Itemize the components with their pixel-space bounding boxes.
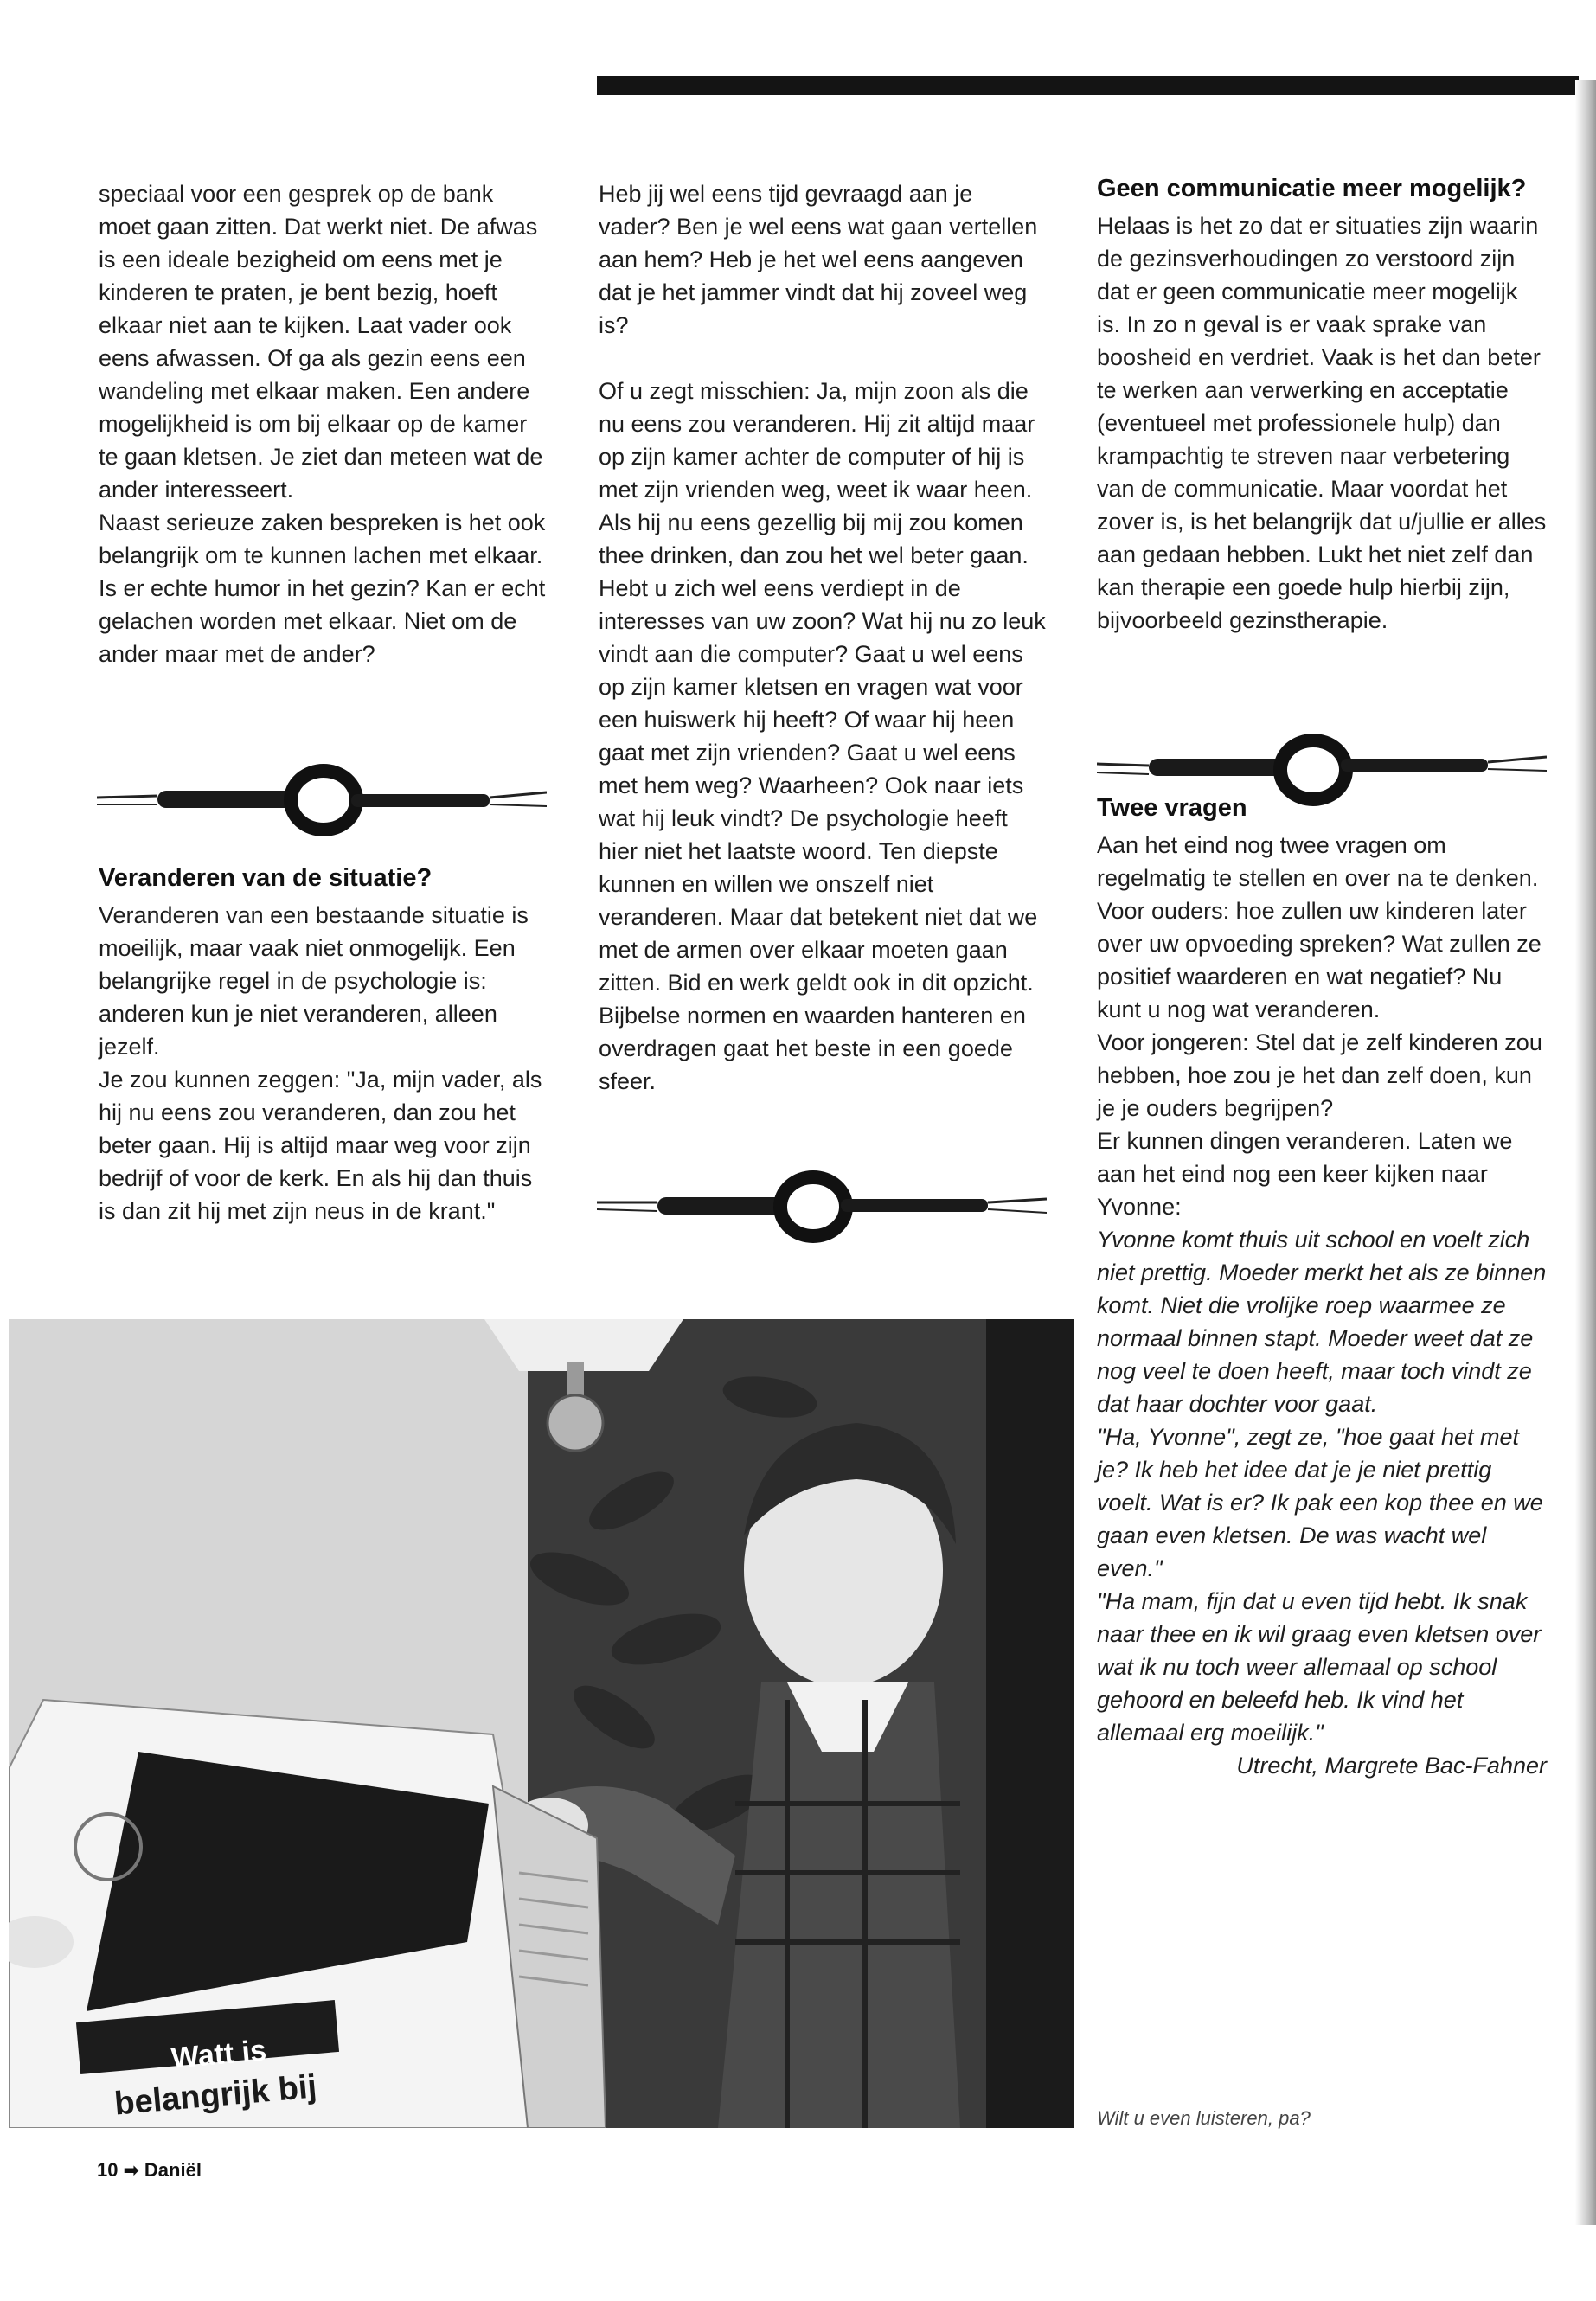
paragraph: Je zou kunnen zeggen: "Ja, mijn vader, als hij nu eens zou veranderen, dan zou het beter gaan. Hij is altijd maar weg voor zijn bedrijf of voor de kerk. En als hij dan thuis is dan zit hij met zijn neus in de krant." (99, 1067, 542, 1224)
section-heading: Geen communicatie meer mogelijk? (1097, 175, 1527, 202)
paragraph: Aan het eind nog twee vragen om regelmatig te stellen en over na te denken. (1097, 832, 1539, 891)
newspaper-headline: Watt is belangrijk bij (112, 2034, 318, 2123)
paragraph: Helaas is het zo dat er situaties zijn waarin de gezinsverhoudingen zo verstoord zijn dat er geen communicatie meer mogelijk is. In zo n geval is er vaak sprake van boosheid en verdriet. Vaak is het dan beter te werken aan verwerking en acceptatie (eventueel met professionele hulp) dan krampachtig te streven naar verbetering van de communicatie. Maar voordat het zover is, is het belangrijk dat u/jullie er alles aan gedaan hebben. Lukt het niet zelf dan kan therapie een goede hulp hierbij zijn, bijvoorbeeld gezinstherapie. (1097, 213, 1547, 633)
column-2 (599, 177, 1048, 1098)
paragraph: speciaal voor een gesprek op de bank moet gaan zitten. Dat werkt niet. De afwas is een ideale bezigheid om eens met je kinderen te praten, je bent bezig, hoeft elkaar niet aan te kijken. Laat vader ook eens afwassen. Of ga als gezin eens een wandeling met elkaar maken. Een andere mogelijkheid is om bij elkaar op de kamer te gaan kletsen. Je ziet dan meteen wat de ander interesseert. (99, 181, 543, 503)
section-heading: Twee vragen (1097, 794, 1247, 822)
paragraph: Voor jongeren: Stel dat je zelf kinderen zou hebben, hoe zou je het dan zelf doen, kun je je ouders begrijpen? (1097, 1029, 1542, 1121)
paragraph: Heb jij wel eens tijd gevraagd aan je vader? Ben je wel eens wat gaan vertellen aan hem? Heb je het wel eens aangeven dat je het jammer vindt dat hij zoveel weg is? (599, 181, 1038, 338)
knot-divider-icon (1097, 731, 1547, 809)
paragraph: Voor ouders: hoe zullen uw kinderen later over uw opvoeding spreken? Wat zullen ze positief waarderen en wat negatief? Nu kunt u nog wat veranderen. (1097, 898, 1542, 1022)
arrow-right-icon: ➡ (123, 2159, 139, 2181)
story-paragraph: "Ha, Yvonne", zegt ze, "hoe gaat het met je? Ik heb het idee dat je je niet prettig voelt. Wat is er? Ik pak een kop thee en we gaan even kletsen. De was wacht wel even." (1097, 1424, 1543, 1581)
column-3 (1097, 173, 1547, 1782)
knot-divider-icon (597, 1168, 1047, 1246)
paragraph: Of u zegt misschien: Ja, mijn zoon als die nu eens zou veranderen. Hij zit altijd maar op zijn kamer achter de computer of hij is met zijn vrienden weg, weet ik waar heen. Als hij nu eens gezellig bij mij zou komen thee drinken, dan zou het wel beter gaan. (599, 378, 1035, 568)
author-signature: Utrecht, Margrete Bac-Fahner (1236, 1753, 1547, 1779)
paragraph: Hebt u zich wel eens verdiept in de interesses van uw zoon? Wat hij nu zo leuk vindt aan die computer? Gaat u wel eens op zijn kamer kletsen en vragen wat voor een huiswerk hij heeft? Of waar hij heen gaat met zijn vrienden? Gaat u wel eens met hem weg? Waarheen? Ook naar iets wat hij leuk vindt? De psychologie heeft hier niet het laatste woord. Ten diepste kunnen en willen we onszelf niet veranderen. Maar dat betekent niet dat we met de armen over elkaar moeten gaan zitten. Bid en werk geldt ook in dit opzicht. Bijbelse normen en waarden hanteren en overdragen gaat het beste in een goede sfeer. (599, 575, 1046, 1094)
paragraph: Veranderen van een bestaande situatie is moeilijk, maar vaak niet onmogelijk. Een belangrijke regel in de psychologie is: anderen kun je niet veranderen, alleen jezelf. (99, 902, 529, 1060)
story-paragraph: Yvonne komt thuis uit school en voelt zich niet prettig. Moeder merkt het als ze binnen komt. Niet die vrolijke roep waarmee ze normaal binnen stapt. Moeder weet dat ze nog veel te doen heeft, maar toch vindt ze dat haar dochter voor gaat. (1097, 1227, 1547, 1417)
section-heading: Veranderen van de situatie? (99, 864, 433, 892)
magazine-name: Daniël (144, 2159, 202, 2181)
column-1 (99, 177, 548, 1227)
page-number: 10 (97, 2159, 119, 2181)
top-rule (597, 76, 1579, 95)
story-paragraph: "Ha mam, fijn dat u even tijd hebt. Ik snak naar thee en ik wil graag even kletsen over wat ik nu toch weer allemaal op school gehoord en beleefd heb. Ik vind het allemaal erg moeilijk." (1097, 1588, 1542, 1746)
photo-caption: Wilt u even luisteren, pa? (1097, 2107, 1311, 2129)
page-edge-shadow (1575, 80, 1596, 2225)
article-photo (9, 1319, 1074, 2128)
paragraph: Naast serieuze zaken bespreken is het ook belangrijk om te kunnen lachen met elkaar. Is er echte humor in het gezin? Kan er echt gelachen worden met elkaar. Niet om de ander maar met de ander? (99, 510, 546, 667)
paragraph: Er kunnen dingen veranderen. Laten we aan het eind nog een keer kijken naar Yvonne: (1097, 1128, 1513, 1220)
page-footer (97, 2159, 202, 2182)
knot-divider-icon (97, 761, 547, 839)
